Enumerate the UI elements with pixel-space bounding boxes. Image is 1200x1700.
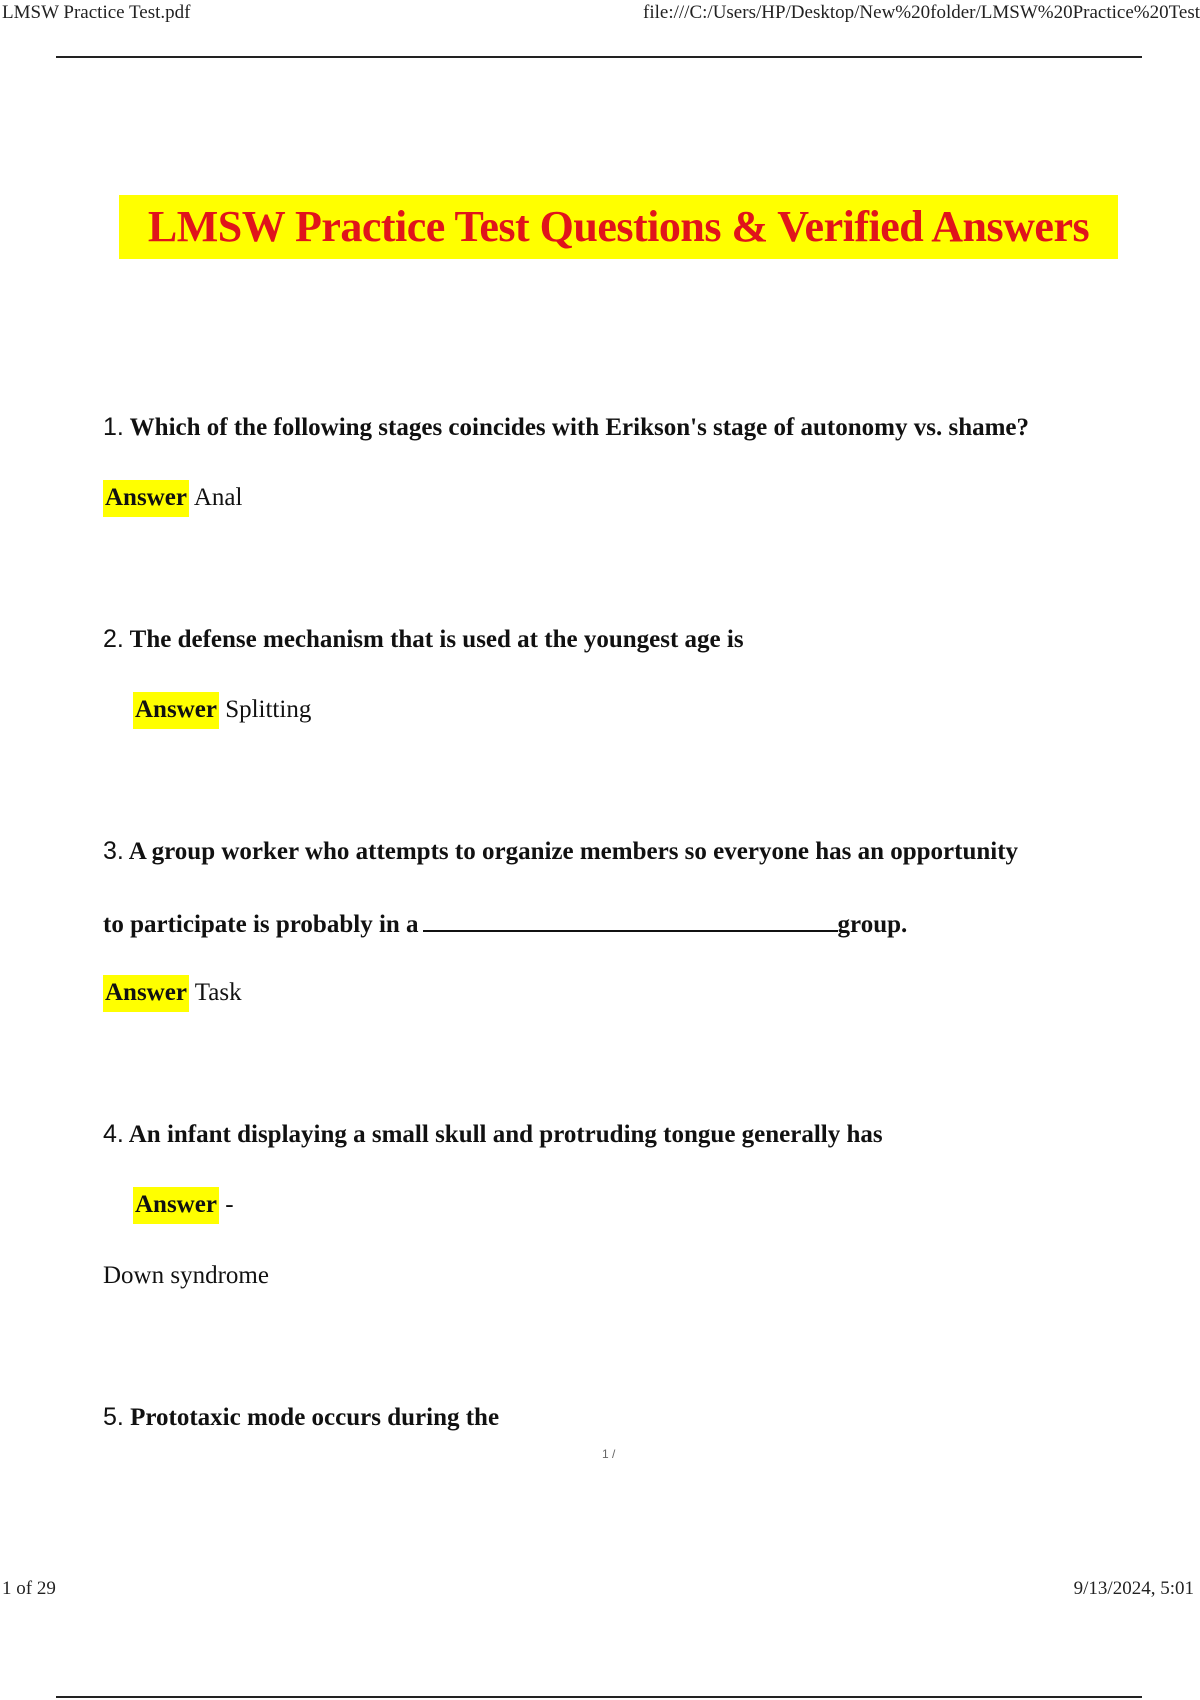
- answer-text: Anal: [193, 484, 243, 511]
- question-text-after-blank: group.: [837, 911, 908, 938]
- answer-3: [103, 979, 242, 1007]
- answer-label: Answer: [133, 1187, 219, 1224]
- question-3-line-2: [103, 908, 907, 939]
- browser-print-footer-page-count: 1 of 29: [2, 1578, 56, 1599]
- fill-in-blank-line: [423, 908, 838, 932]
- question-1: [103, 413, 1029, 442]
- browser-print-header-url: file:///C:/Users/HP/Desktop/New%20folder/LMSW%20Practice%20Test: [643, 2, 1200, 23]
- answer-text: Splitting: [225, 696, 312, 723]
- page-marker: 1 /: [602, 1447, 616, 1461]
- question-text: The defense mechanism that is used at the youngest age is: [129, 626, 744, 653]
- question-number: 3.: [103, 837, 124, 865]
- question-4: [103, 1120, 883, 1149]
- answer-label: Answer: [103, 975, 189, 1012]
- answer-label: Answer: [103, 480, 189, 517]
- question-text-line-1: A group worker who attempts to organize members so everyone has an opportunity: [128, 838, 1019, 865]
- question-text: An infant displaying a small skull and protruding tongue generally has: [128, 1121, 883, 1148]
- question-number: 2.: [103, 625, 124, 653]
- question-number: 4.: [103, 1120, 124, 1148]
- answer-1: [103, 484, 242, 512]
- question-text: Prototaxic mode occurs during the: [130, 1404, 500, 1431]
- question-2: [103, 625, 744, 654]
- browser-print-header-docname: LMSW Practice Test.pdf: [2, 2, 191, 23]
- question-text-before-blank: to participate is probably in a: [103, 911, 419, 938]
- answer-label: Answer: [133, 692, 219, 729]
- question-number: 5.: [103, 1403, 124, 1431]
- answer-text: Down syndrome: [103, 1262, 269, 1289]
- answer-4: [103, 1262, 269, 1290]
- answer-2: [133, 696, 311, 724]
- browser-print-footer-datetime: 9/13/2024, 5:01: [1073, 1578, 1194, 1599]
- question-text: Which of the following stages coincides with Erikson's stage of autonomy vs. shame?: [129, 414, 1030, 441]
- document-title: LMSW Practice Test Questions & Verified Answers: [119, 195, 1118, 259]
- answer-4-label-row: [133, 1191, 234, 1219]
- answer-text: Task: [194, 979, 242, 1006]
- header-divider: [56, 56, 1142, 58]
- question-number: 1.: [103, 413, 124, 441]
- answer-dash: -: [225, 1191, 234, 1218]
- question-3: [103, 837, 1018, 866]
- footer-divider: [56, 1696, 1142, 1698]
- question-5: [103, 1403, 499, 1432]
